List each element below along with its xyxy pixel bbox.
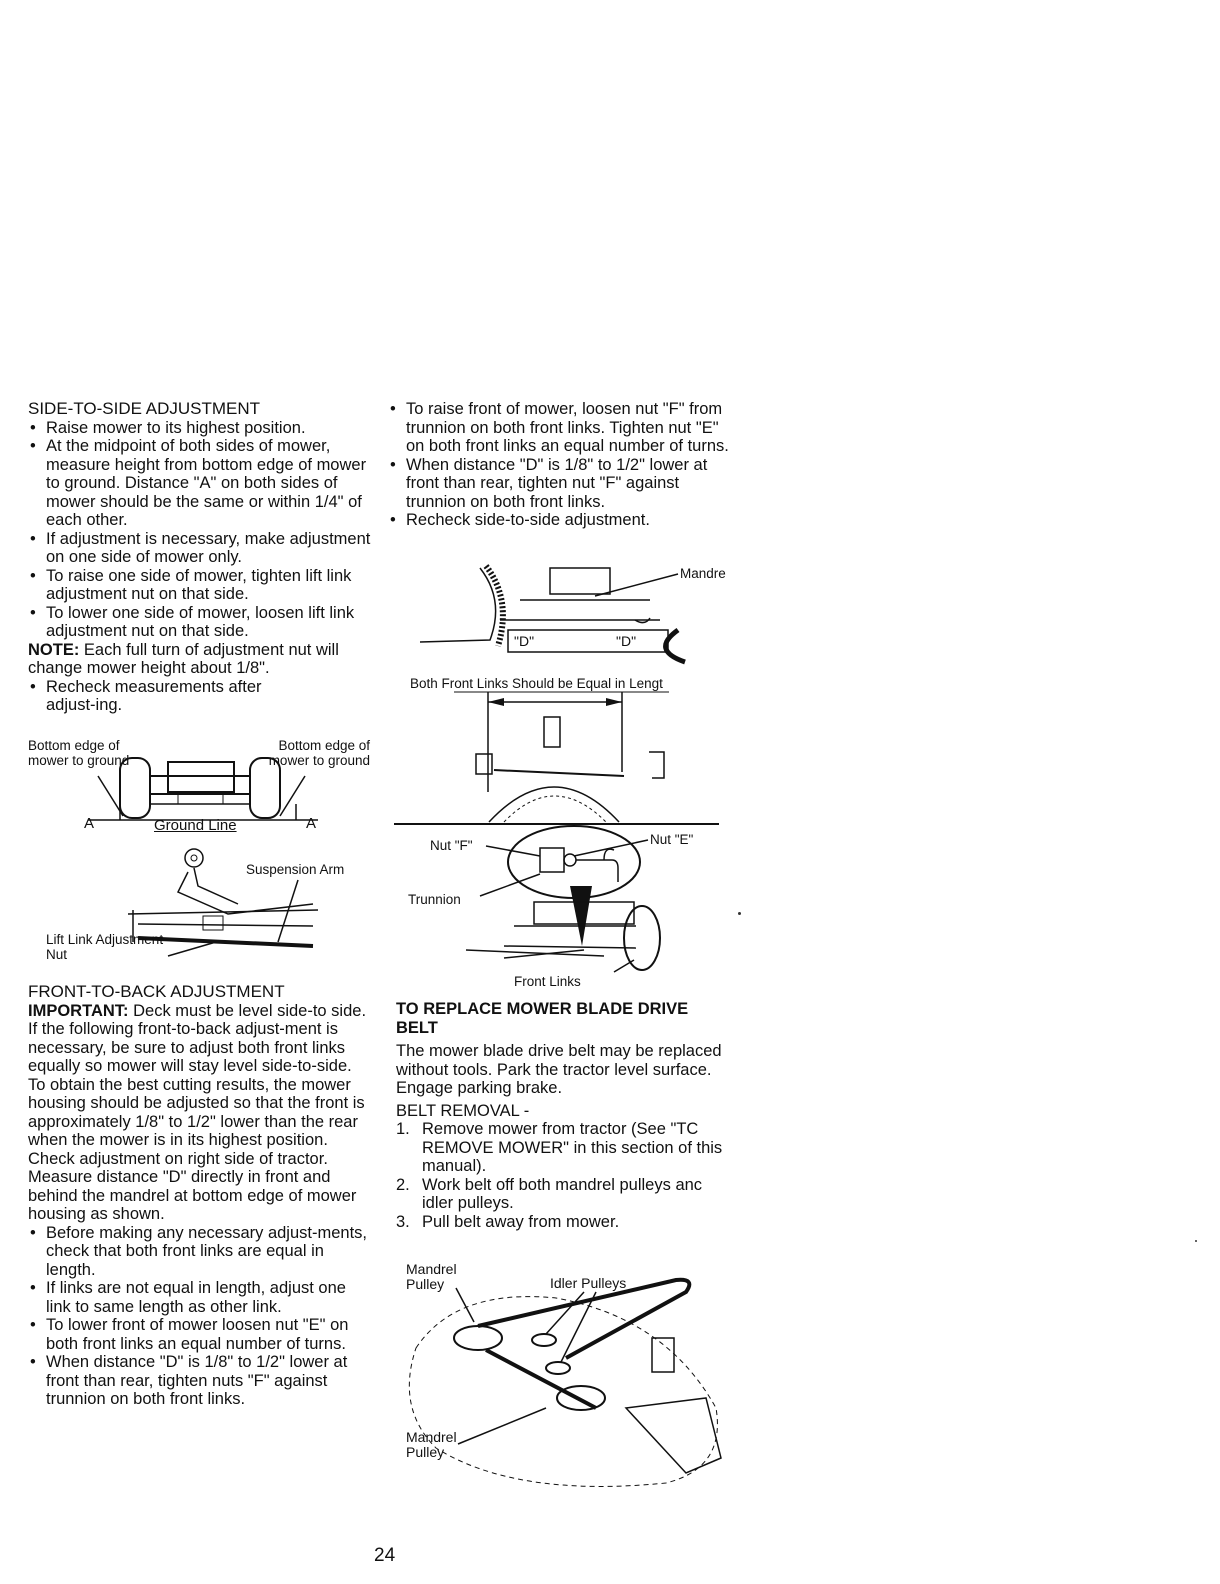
list-item: • Before making any necessary adjust-ments, check that both front links are equal in length.	[28, 1224, 373, 1280]
nut-e-label: Nut "E"	[650, 832, 694, 847]
suspension-figure	[28, 842, 373, 967]
d-front-label: "D"	[514, 633, 535, 649]
mandrel-label: Mandre	[680, 566, 726, 581]
note	[28, 641, 373, 678]
removal-steps	[396, 1120, 726, 1231]
front-links-drawing	[394, 692, 719, 826]
mandrel-pulley-top-label: Mandrel Pulley	[406, 1261, 457, 1292]
a-right-label: A	[306, 815, 317, 832]
list-item: • When distance "D" is 1/8" to 1/2" lower at front than rear, tighten nut "F" against trunnion on both front links.	[388, 456, 733, 512]
mandrel-pulley-bottom-label: Mandrel Pulley	[406, 1429, 457, 1460]
speck	[738, 912, 741, 915]
important-text: Deck must be level side-to side. If the following front-to-back adjust-ment is necessary, be sure to adjust both front links equally so mower will stay level side-to-side.	[28, 1001, 367, 1075]
front-to-back-heading: FRONT-TO-BACK ADJUSTMENT	[28, 982, 285, 1001]
front-links-caption: Both Front Links Should be Equal in Lengt	[410, 676, 663, 691]
list-item: • Recheck measurements after adjust-ing.	[28, 678, 311, 715]
para-check-adjustment: Check adjustment on right side of tractor. Measure distance "D" directly in front and behind the mandrel at bottom edge of mower housing as shown.	[28, 1149, 357, 1223]
suspension-arm-label: Suspension Arm	[246, 862, 345, 877]
a-left-label: A	[84, 815, 95, 832]
mandrel-figure	[420, 560, 725, 670]
front-bullets	[28, 1224, 373, 1409]
side-to-side-heading: SIDE-TO-SIDE ADJUSTMENT	[28, 399, 261, 418]
front-links-label: Front Links	[514, 974, 581, 989]
right-column-top	[388, 400, 733, 530]
page-number: 24	[374, 1545, 396, 1566]
important-para	[28, 1002, 373, 1076]
list-item: • Raise mower to its highest position.	[28, 419, 373, 438]
list-item: 2. Work belt off both mandrel pulleys anc idler pulleys.	[396, 1175, 703, 1212]
replace-belt-heading: TO REPLACE MOWER BLADE DRIVE BELT	[396, 1000, 689, 1037]
replace-para: The mower blade drive belt may be replaced without tools. Park the tractor level surface. Engage parking brake.	[396, 1042, 722, 1097]
list-item: • If adjustment is necessary, make adjustment on one side of mower only.	[28, 530, 373, 567]
list-item: • If links are not equal in length, adjust one link to same length as other link.	[28, 1279, 373, 1316]
important-label: IMPORTANT:	[28, 1001, 129, 1020]
list-item: • At the midpoint of both sides of mower, measure height from bottom edge of mower to ground. Distance "A" on both sides of mower should be the same or within 1/4" of each other.	[28, 437, 373, 530]
right-top-bullets	[388, 400, 733, 530]
list-item: • To raise one side of mower, tighten lift link adjustment nut on that side.	[28, 567, 373, 604]
lift-link-label: Lift Link Adjustment Nut	[46, 932, 164, 962]
nut-f-label: Nut "F"	[430, 838, 473, 853]
list-item: • Recheck side-to-side adjustment.	[388, 511, 733, 530]
list-item: 3. Pull belt away from mower.	[396, 1212, 620, 1231]
idler-pulleys-label: Idler Pulleys	[550, 1275, 627, 1291]
list-item: • When distance "D" is 1/8" to 1/2" lower at front than rear, tighten nuts "F" against trunnion on both front links.	[28, 1353, 373, 1409]
left-column-top	[28, 400, 373, 715]
note-label: NOTE:	[28, 640, 80, 659]
list-item: • To lower front of mower loosen nut "E" on both front links an equal number of turns.	[28, 1316, 373, 1353]
ground-line-label: Ground Line	[154, 817, 237, 834]
front-links-figure	[394, 692, 719, 826]
d-rear-label: "D"	[616, 633, 637, 649]
speck	[1195, 1240, 1197, 1242]
side-bullets-b	[28, 678, 373, 715]
para-best-results: To obtain the best cutting results, the mower housing should be adjusted so that the front is approximately 1/8" to 1/2" lower than the rear when the mower is in its highest position.	[28, 1075, 365, 1149]
side-bullets-a	[28, 419, 373, 641]
note-text: Each full turn of adjustment nut will change mower height about 1/8".	[28, 640, 339, 677]
list-item: • To lower one side of mower, loosen lift link adjustment nut on that side.	[28, 604, 373, 641]
left-column-bottom	[28, 983, 373, 1409]
ground-line-figure	[28, 736, 373, 836]
list-item: • To raise front of mower, loosen nut "F" from trunnion on both front links. Tighten nut "E" on both front links an equal number of turns.	[388, 400, 733, 456]
list-item: 1. Remove mower from tractor (See "TC REMOVE MOWER" in this section of this manual).	[396, 1120, 723, 1175]
nuts-trunnion-figure	[404, 826, 734, 992]
belt-removal-heading: BELT REMOVAL -	[396, 1101, 530, 1120]
bottom-edge-left-label: Bottom edge of mower to ground	[28, 738, 130, 768]
belt-drawing	[396, 1258, 736, 1498]
right-column-bottom	[396, 1000, 726, 1231]
belt-figure	[396, 1258, 736, 1498]
bottom-edge-right-label: Bottom edge of mower to ground	[268, 738, 370, 768]
trunnion-label: Trunnion	[408, 892, 461, 907]
